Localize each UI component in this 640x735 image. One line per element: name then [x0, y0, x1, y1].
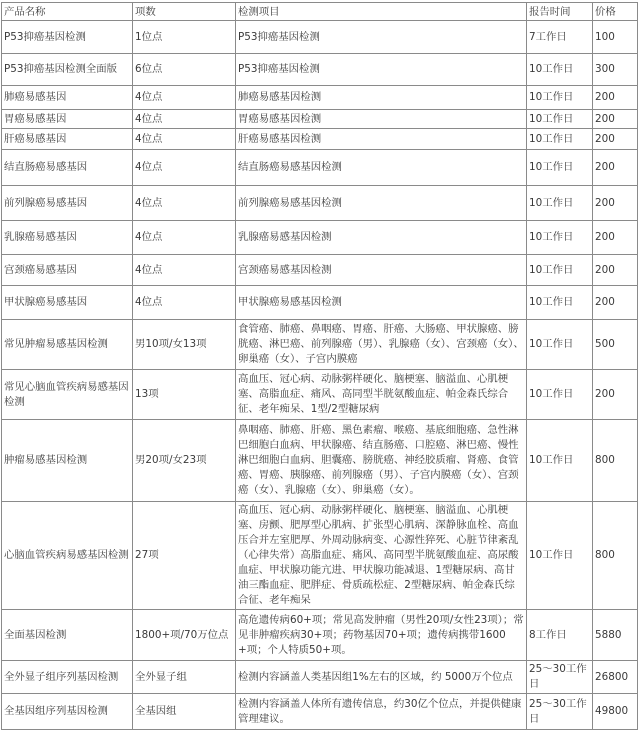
table-row — [2, 502, 638, 610]
item-count: 4位点 — [133, 129, 236, 150]
header-row — [2, 3, 638, 21]
report-time: 10工作日 — [527, 186, 593, 221]
item-count: 1位点 — [133, 21, 236, 54]
item-count: 6位点 — [133, 54, 236, 86]
price: 5880 — [593, 610, 638, 661]
table-row — [2, 255, 638, 286]
item-count: 27项 — [133, 502, 236, 610]
price: 200 — [593, 286, 638, 320]
gene-test-price-table — [1, 2, 638, 730]
table-row — [2, 21, 638, 54]
header-price: 价格 — [593, 3, 638, 21]
table-row — [2, 186, 638, 221]
product-name: 常见肿瘤易感基因检测 — [2, 320, 133, 370]
price: 200 — [593, 150, 638, 186]
item-count: 男10项/女13项 — [133, 320, 236, 370]
report-time: 10工作日 — [527, 320, 593, 370]
price: 100 — [593, 21, 638, 54]
test-items: 结直肠癌易感基因检测 — [236, 150, 527, 186]
item-count: 4位点 — [133, 110, 236, 129]
report-time: 10工作日 — [527, 286, 593, 320]
report-time: 10工作日 — [527, 150, 593, 186]
price: 200 — [593, 186, 638, 221]
product-name: 结直肠癌易感基因 — [2, 150, 133, 186]
product-name: 前列腺癌易感基因 — [2, 186, 133, 221]
price: 500 — [593, 320, 638, 370]
product-name: 肺癌易感基因 — [2, 86, 133, 110]
product-name: 心脑血管疾病易感基因检测 — [2, 502, 133, 610]
report-time: 10工作日 — [527, 420, 593, 502]
item-count: 13项 — [133, 370, 236, 420]
product-name: P53抑癌基因检测全面版 — [2, 54, 133, 86]
price: 200 — [593, 110, 638, 129]
product-name: 全基因组序列基因检测 — [2, 694, 133, 730]
test-items: 检测内容涵盖人类基因组1%左右的区域，约 5000万个位点 — [236, 661, 527, 694]
report-time: 7工作日 — [527, 21, 593, 54]
test-items: 高血压、冠心病、动脉粥样硬化、脑梗塞、脑溢血、心肌梗塞、高脂血症、痛风、高同型半胱氨酸血症、帕金森氏综合征、老年痴呆、1型/2型糖尿病 — [236, 370, 527, 420]
header-test-items: 检测项目 — [236, 3, 527, 21]
report-time: 8工作日 — [527, 610, 593, 661]
test-items: 食管癌、肺癌、鼻咽癌、胃癌、肝癌、大肠癌、甲状腺癌、膀胱癌、淋巴癌、前列腺癌（男）、乳腺癌（女）、宫颈癌（女）、卵巢癌（女）、子宫内膜癌 — [236, 320, 527, 370]
price: 800 — [593, 420, 638, 502]
item-count: 4位点 — [133, 255, 236, 286]
product-name: 胃癌易感基因 — [2, 110, 133, 129]
test-items: 乳腺癌易感基因检测 — [236, 221, 527, 255]
product-name: 肿瘤易感基因检测 — [2, 420, 133, 502]
table-row — [2, 661, 638, 694]
product-name: 全面基因检测 — [2, 610, 133, 661]
table-row — [2, 420, 638, 502]
price: 200 — [593, 370, 638, 420]
item-count: 4位点 — [133, 286, 236, 320]
report-time: 10工作日 — [527, 255, 593, 286]
table-row — [2, 370, 638, 420]
product-name: P53抑癌基因检测 — [2, 21, 133, 54]
item-count: 4位点 — [133, 221, 236, 255]
test-items: 高危遗传病60+项；常见高发肿瘤（男性20项/女性23项）；常见非肿瘤疾病30+项；药物基因70+项；遗传病携带1600+项；个人特质50+项。 — [236, 610, 527, 661]
price: 200 — [593, 255, 638, 286]
table-row — [2, 86, 638, 110]
product-name: 常见心脑血管疾病易感基因检测 — [2, 370, 133, 420]
report-time: 10工作日 — [527, 370, 593, 420]
item-count: 全外显子组 — [133, 661, 236, 694]
product-name: 乳腺癌易感基因 — [2, 221, 133, 255]
price: 800 — [593, 502, 638, 610]
table-row — [2, 694, 638, 730]
report-time: 10工作日 — [527, 54, 593, 86]
item-count: 4位点 — [133, 86, 236, 110]
table-row — [2, 320, 638, 370]
price: 300 — [593, 54, 638, 86]
test-items: 前列腺癌易感基因检测 — [236, 186, 527, 221]
test-items: 鼻咽癌、肺癌、肝癌、黑色素瘤、喉癌、基底细胞癌、急性淋巴细胞白血病、甲状腺癌、结直肠癌、口腔癌、淋巴癌、慢性淋巴细胞白血病、胆囊癌、膀胱癌、神经胶质瘤、肾癌、食管癌、胃癌、胰腺癌、前列腺癌（男）、子宫内膜癌（女）、宫颈癌（女）、乳腺癌（女）、卵巢癌（女）。 — [236, 420, 527, 502]
header-product-name: 产品名称 — [2, 3, 133, 21]
product-name: 肝癌易感基因 — [2, 129, 133, 150]
item-count: 男20项/女23项 — [133, 420, 236, 502]
product-name: 甲状腺癌易感基因 — [2, 286, 133, 320]
table-row — [2, 129, 638, 150]
header-item-count: 项数 — [133, 3, 236, 21]
report-time: 25～30工作日 — [527, 661, 593, 694]
test-items: 高血压、冠心病、动脉粥样硬化、脑梗塞、脑溢血、心肌梗塞、房颤、肥厚型心肌病、扩张型心肌病、深静脉血栓、高血压合并左室肥厚、外周动脉病变、心源性猝死、心脏节律紊乱（心律失常）高脂血症、痛风、高同型半胱氨酸血症、高尿酸血症、甲状腺功能亢进、甲状腺功能减退、1型糖尿病、高甘油三酯血症、肥胖症、骨质疏松症、2型糖尿病、帕金森氏综合征、老年痴呆 — [236, 502, 527, 610]
report-time: 25～30工作日 — [527, 694, 593, 730]
table-row — [2, 286, 638, 320]
item-count: 全基因组 — [133, 694, 236, 730]
report-time: 10工作日 — [527, 502, 593, 610]
price: 200 — [593, 129, 638, 150]
test-items: 肺癌易感基因检测 — [236, 86, 527, 110]
report-time: 10工作日 — [527, 110, 593, 129]
table-row — [2, 54, 638, 86]
test-items: 甲状腺癌易感基因检测 — [236, 286, 527, 320]
test-items: P53抑癌基因检测 — [236, 54, 527, 86]
test-items: 胃癌易感基因检测 — [236, 110, 527, 129]
report-time: 10工作日 — [527, 221, 593, 255]
price: 26800 — [593, 661, 638, 694]
price: 49800 — [593, 694, 638, 730]
table-row — [2, 221, 638, 255]
table-row — [2, 610, 638, 661]
item-count: 1800+项/70万位点 — [133, 610, 236, 661]
price: 200 — [593, 221, 638, 255]
header-report-time: 报告时间 — [527, 3, 593, 21]
item-count: 4位点 — [133, 186, 236, 221]
item-count: 4位点 — [133, 150, 236, 186]
report-time: 10工作日 — [527, 86, 593, 110]
report-time: 10工作日 — [527, 129, 593, 150]
price: 200 — [593, 86, 638, 110]
table-row — [2, 110, 638, 129]
product-name: 宫颈癌易感基因 — [2, 255, 133, 286]
table-row — [2, 150, 638, 186]
test-items: 检测内容涵盖人体所有遗传信息，约30亿个位点，并提供健康管理建议。 — [236, 694, 527, 730]
test-items: 宫颈癌易感基因检测 — [236, 255, 527, 286]
product-name: 全外显子组序列基因检测 — [2, 661, 133, 694]
test-items: 肝癌易感基因检测 — [236, 129, 527, 150]
test-items: P53抑癌基因检测 — [236, 21, 527, 54]
